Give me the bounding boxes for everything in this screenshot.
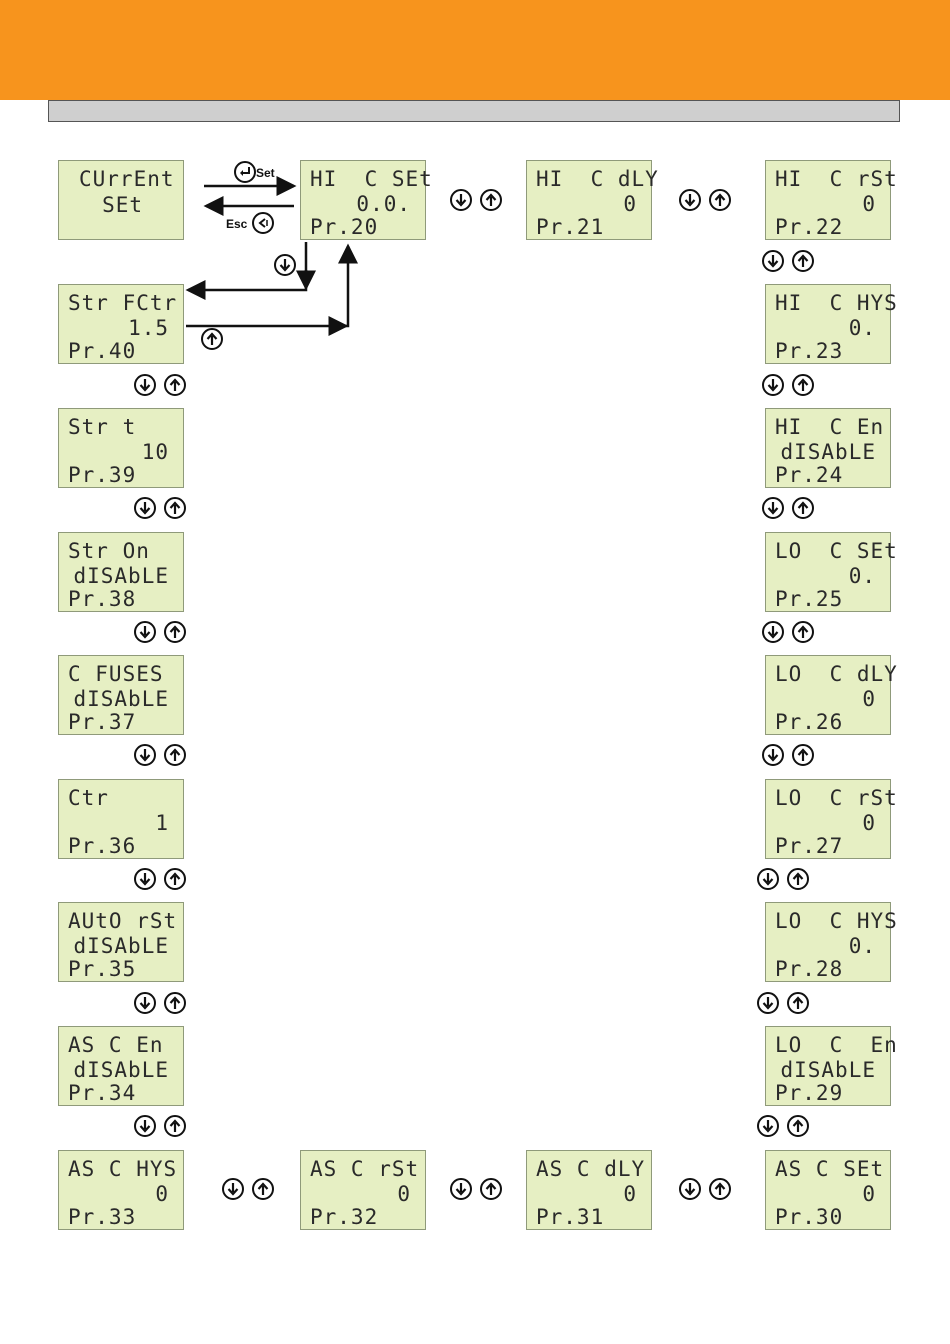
- lcd-line-3: Pr.35: [68, 957, 137, 981]
- lcd-line-2: 0: [397, 1182, 411, 1206]
- lcd-line-2: dISAbLE: [73, 1058, 169, 1082]
- up-arrow-icon: [480, 1178, 502, 1200]
- lcd-line-3: Pr.29: [775, 1081, 844, 1105]
- down-up-nav: [762, 374, 816, 398]
- lcd-line-1: LO C rSt: [775, 786, 898, 810]
- lcd-line-1: Str On: [68, 539, 150, 563]
- up-arrow-icon: [164, 374, 186, 396]
- lcd-line-2: dISAbLE: [73, 687, 169, 711]
- down-arrow-icon: [757, 992, 779, 1014]
- up-arrow-icon: [792, 621, 814, 643]
- lcd-line-1: AS C rSt: [310, 1157, 420, 1181]
- lcd-line-1: LO C HYS: [775, 909, 898, 933]
- lcd-line-1: AS C HYS: [68, 1157, 178, 1181]
- up-arrow-icon: [164, 497, 186, 519]
- lcd-line-1: CUrrEnt: [79, 167, 175, 191]
- up-arrow-icon: [709, 1178, 731, 1200]
- lcd-line-3: Pr.34: [68, 1081, 137, 1105]
- down-up-nav: [679, 189, 733, 213]
- down-arrow-icon: [134, 374, 156, 396]
- up-arrow-icon: [787, 992, 809, 1014]
- lcd-line-1: C FUSES: [68, 662, 164, 686]
- lcd-line-1: HI C HYS: [775, 291, 898, 315]
- lcd-line-3: Pr.23: [775, 339, 844, 363]
- down-up-nav: [134, 744, 188, 768]
- down-up-nav: [222, 1178, 276, 1202]
- up-arrow-icon: [792, 497, 814, 519]
- down-arrow-icon: [134, 868, 156, 890]
- up-arrow-icon: [164, 1115, 186, 1137]
- down-arrow-icon: [222, 1178, 244, 1200]
- lcd-line-2: 0.: [848, 316, 876, 340]
- down-arrow-icon: [762, 497, 784, 519]
- lcd-line-2: 0: [862, 192, 876, 216]
- up-arrow-icon: [787, 1115, 809, 1137]
- up-arrow-icon: [792, 374, 814, 396]
- lcd-line-2: dISAbLE: [73, 564, 169, 588]
- lcd-line-3: Pr.40: [68, 339, 137, 363]
- set-key-icon: [234, 161, 256, 183]
- down-up-nav: [757, 1115, 811, 1139]
- up-arrow-icon: [164, 621, 186, 643]
- lcd-line-3: Pr.32: [310, 1205, 379, 1229]
- lcd-line-2: 0: [623, 1182, 637, 1206]
- down-up-nav: [762, 744, 816, 768]
- lcd-line-3: Pr.30: [775, 1205, 844, 1229]
- set-label: Set: [256, 166, 275, 180]
- down-arrow-icon: [134, 497, 156, 519]
- lcd-line-3: Pr.36: [68, 834, 137, 858]
- lcd-line-1: Str FCtr: [68, 291, 178, 315]
- down-arrow-icon: [762, 621, 784, 643]
- down-arrow-icon: [274, 254, 296, 276]
- down-arrow-icon: [450, 189, 472, 211]
- esc-key-icon: [252, 212, 274, 234]
- down-up-nav: [762, 621, 816, 645]
- lcd-line-1: Str t: [68, 415, 137, 439]
- down-up-nav: [757, 992, 811, 1016]
- lcd-line-3: Pr.21: [536, 215, 605, 239]
- lcd-line-2: 1: [155, 811, 169, 835]
- down-arrow-icon: [762, 744, 784, 766]
- lcd-line-2: 1.5: [128, 316, 169, 340]
- lcd-line-1: HI C dLY: [536, 167, 659, 191]
- lcd-line-2: 0: [155, 1182, 169, 1206]
- lcd-line-1: LO C SEt: [775, 539, 898, 563]
- lcd-line-1: LO C En: [775, 1033, 898, 1057]
- lcd-line-3: Pr.25: [775, 587, 844, 611]
- lcd-line-1: Ctr: [68, 786, 109, 810]
- lcd-line-2: dISAbLE: [780, 440, 876, 464]
- lcd-line-2: dISAbLE: [780, 1058, 876, 1082]
- lcd-line-3: Pr.24: [775, 463, 844, 487]
- lcd-line-3: Pr.22: [775, 215, 844, 239]
- up-arrow-icon: [709, 189, 731, 211]
- lcd-line-2: SEt: [102, 193, 143, 217]
- lcd-line-3: Pr.20: [310, 215, 379, 239]
- lcd-line-2: 0.: [848, 934, 876, 958]
- down-up-nav: [134, 992, 188, 1016]
- lcd-line-2: 0.0.: [356, 192, 411, 216]
- lcd-line-2: 0: [862, 687, 876, 711]
- down-arrow-icon: [757, 1115, 779, 1137]
- down-arrow-icon: [134, 992, 156, 1014]
- up-arrow-icon: [792, 744, 814, 766]
- down-up-nav: [134, 1115, 188, 1139]
- up-arrow-icon: [480, 189, 502, 211]
- lcd-line-3: Pr.27: [775, 834, 844, 858]
- lcd-line-3: Pr.39: [68, 463, 137, 487]
- up-arrow-icon: [787, 868, 809, 890]
- lcd-line-3: Pr.26: [775, 710, 844, 734]
- lcd-line-2: 0: [862, 1182, 876, 1206]
- down-arrow-icon: [762, 250, 784, 272]
- up-arrow-icon: [164, 868, 186, 890]
- down-up-nav: [134, 868, 188, 892]
- lcd-line-3: Pr.31: [536, 1205, 605, 1229]
- lcd-line-2: 0: [862, 811, 876, 835]
- up-arrow-icon: [164, 992, 186, 1014]
- lcd-line-1: AS C SEt: [775, 1157, 885, 1181]
- lcd-line-1: HI C rSt: [775, 167, 898, 191]
- down-up-nav: [757, 868, 811, 892]
- arrow-up-to-pr20: [186, 246, 348, 326]
- down-up-nav: [450, 189, 504, 213]
- down-up-nav: [450, 1178, 504, 1202]
- down-arrow-icon: [134, 1115, 156, 1137]
- lcd-line-1: HI C SEt: [310, 167, 433, 191]
- down-up-nav: [134, 621, 188, 645]
- lcd-line-1: LO C dLY: [775, 662, 898, 686]
- up-arrow-icon: [201, 328, 223, 350]
- lcd-line-1: HI C En: [775, 415, 885, 439]
- up-arrow-icon: [792, 250, 814, 272]
- down-up-nav: [762, 497, 816, 521]
- up-arrow-icon: [164, 744, 186, 766]
- down-arrow-icon: [757, 868, 779, 890]
- lcd-line-3: Pr.37: [68, 710, 137, 734]
- lcd-line-3: Pr.28: [775, 957, 844, 981]
- down-arrow-icon: [762, 374, 784, 396]
- lcd-line-2: 0: [623, 192, 637, 216]
- lcd-line-2: 10: [141, 440, 169, 464]
- down-up-nav: [679, 1178, 733, 1202]
- down-arrow-icon: [134, 621, 156, 643]
- down-arrow-icon: [679, 189, 701, 211]
- lcd-line-3: Pr.38: [68, 587, 137, 611]
- lcd-line-1: AS C dLY: [536, 1157, 646, 1181]
- down-arrow-icon: [450, 1178, 472, 1200]
- lcd-line-1: AUtO rSt: [68, 909, 178, 933]
- lcd-line-2: dISAbLE: [73, 934, 169, 958]
- down-arrow-icon: [134, 744, 156, 766]
- down-arrow-icon: [679, 1178, 701, 1200]
- down-up-nav: [134, 374, 188, 398]
- lcd-line-1: AS C En: [68, 1033, 164, 1057]
- down-up-nav: [134, 497, 188, 521]
- down-up-nav: [762, 250, 816, 274]
- esc-label: Esc: [226, 217, 248, 231]
- lcd-line-3: Pr.33: [68, 1205, 137, 1229]
- lcd-line-2: 0.: [848, 564, 876, 588]
- up-arrow-icon: [252, 1178, 274, 1200]
